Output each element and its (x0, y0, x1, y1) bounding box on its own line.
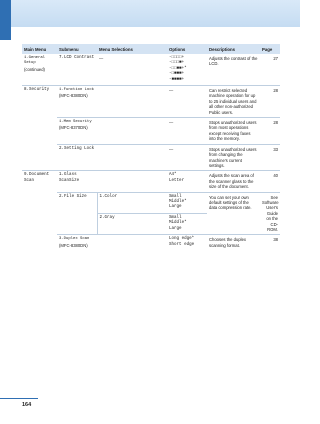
description-cell: Adjusts the contrast of the LCD. (209, 56, 258, 67)
menu-table (22, 44, 280, 250)
header-page: Page (260, 44, 280, 54)
option-item: -□□■■+* (169, 66, 187, 71)
option-item: Short edge (169, 242, 195, 247)
table-row (22, 54, 280, 86)
options-cell (167, 192, 207, 213)
description-cell: You can set your own default settings of the data compression rate. (207, 192, 260, 235)
options-cell: — (167, 144, 207, 171)
page-cell: 40 (260, 171, 280, 192)
options-cell (167, 171, 207, 192)
main-menu-cell (22, 213, 57, 234)
main-menu-cell (22, 54, 57, 86)
continued-label: (continued) (24, 66, 45, 72)
options-cell: — (167, 86, 207, 118)
option-item: Letter (169, 178, 185, 183)
main-menu-label: 1.General Setup (24, 56, 46, 66)
table-header-row (22, 44, 280, 54)
submenu-cell: 1.Glass ScanSize (57, 171, 97, 192)
main-menu-cell: 8.Security (22, 86, 57, 118)
page-number-rule (0, 398, 38, 399)
selection-cell (97, 118, 167, 145)
chapter-tab (0, 0, 11, 40)
submenu-label: 1.Function Lock (59, 88, 95, 93)
option-item: -□□□■+ (169, 61, 185, 66)
header-descriptions: Descriptions (207, 44, 260, 54)
option-item: Middle* (169, 199, 187, 204)
submenu-cell (57, 86, 97, 118)
description-cell: Chooses the duplex scanning format. (207, 235, 260, 250)
header-main-menu: Main Menu (22, 44, 57, 54)
option-item: -□□□□+ (169, 56, 185, 60)
description-cell: Adjusts the scan area of the scanner glass to the size of the document. (207, 171, 260, 192)
option-item: Small (169, 215, 182, 220)
description-cell: Can restrict selected machine operation for up to 25 individual users and all other non-authorized Public users. (207, 86, 260, 118)
model-note: (MFC-8370DN) (59, 125, 88, 131)
submenu-cell: 2.Setting Lock (57, 144, 97, 171)
option-item: Large (169, 226, 182, 231)
options-cell (167, 235, 207, 250)
header-options: Options (167, 44, 207, 54)
model-note: (MFC-8380DN) (59, 242, 88, 248)
table-row (22, 118, 280, 145)
header-menu-selections: Menu Selections (97, 44, 167, 54)
main-menu-cell (22, 118, 57, 145)
table-row (22, 235, 280, 250)
header-submenu: Submenu (57, 44, 97, 54)
option-item: -■■■■+ (169, 77, 185, 82)
submenu-cell: 2.File Size (57, 192, 97, 213)
main-menu-cell (22, 192, 57, 213)
submenu-label: 1.Mem Security (59, 120, 92, 125)
table-row (22, 86, 280, 118)
main-menu-cell: 9.Document Scan (22, 171, 57, 192)
submenu-cell (57, 118, 97, 145)
selection-cell (97, 235, 167, 250)
selection-cell (97, 171, 167, 192)
table-row (22, 192, 280, 213)
model-note: (MFC-8380DN) (59, 93, 88, 99)
page-cell: 28 (260, 118, 280, 145)
selection-cell: 1.Color (97, 192, 167, 213)
description-cell: Stops unauthorized users from most operations except receiving faxes into the memory. (207, 118, 260, 145)
header-band (0, 0, 300, 27)
options-cell (167, 213, 207, 234)
selection-cell (97, 144, 167, 171)
option-item: A4* (169, 173, 177, 178)
selection-cell: 2.Gray (97, 213, 167, 234)
option-item: Large (169, 205, 182, 210)
table-row (22, 144, 280, 171)
page-number: 164 (22, 402, 32, 408)
submenu-cell (57, 235, 97, 250)
selection-cell (97, 86, 167, 118)
submenu-cell (57, 213, 97, 234)
page-cell: 27 (273, 56, 278, 61)
table-row (22, 171, 280, 192)
option-item: Small (169, 194, 182, 199)
options-cell (167, 54, 207, 86)
page-cell: 38 (260, 235, 280, 250)
submenu-label: 3.Duplex Scan (59, 237, 90, 242)
page-cell: See Software User's Guide on the CD-ROM. (260, 192, 280, 235)
option-item: -□■■■+ (169, 72, 185, 77)
options-cell: — (167, 118, 207, 145)
option-item: Middle* (169, 221, 187, 226)
submenu-cell: 7.LCD Contrast (59, 56, 95, 60)
page-cell: 33 (260, 144, 280, 171)
page-cell: 28 (260, 86, 280, 118)
main-menu-cell (22, 235, 57, 250)
main-menu-cell (22, 144, 57, 171)
selection-cell: — (99, 56, 104, 61)
description-cell: Stops unauthorized users from changing the machine's current settings. (207, 144, 260, 171)
option-item: Long edge* (169, 237, 195, 242)
